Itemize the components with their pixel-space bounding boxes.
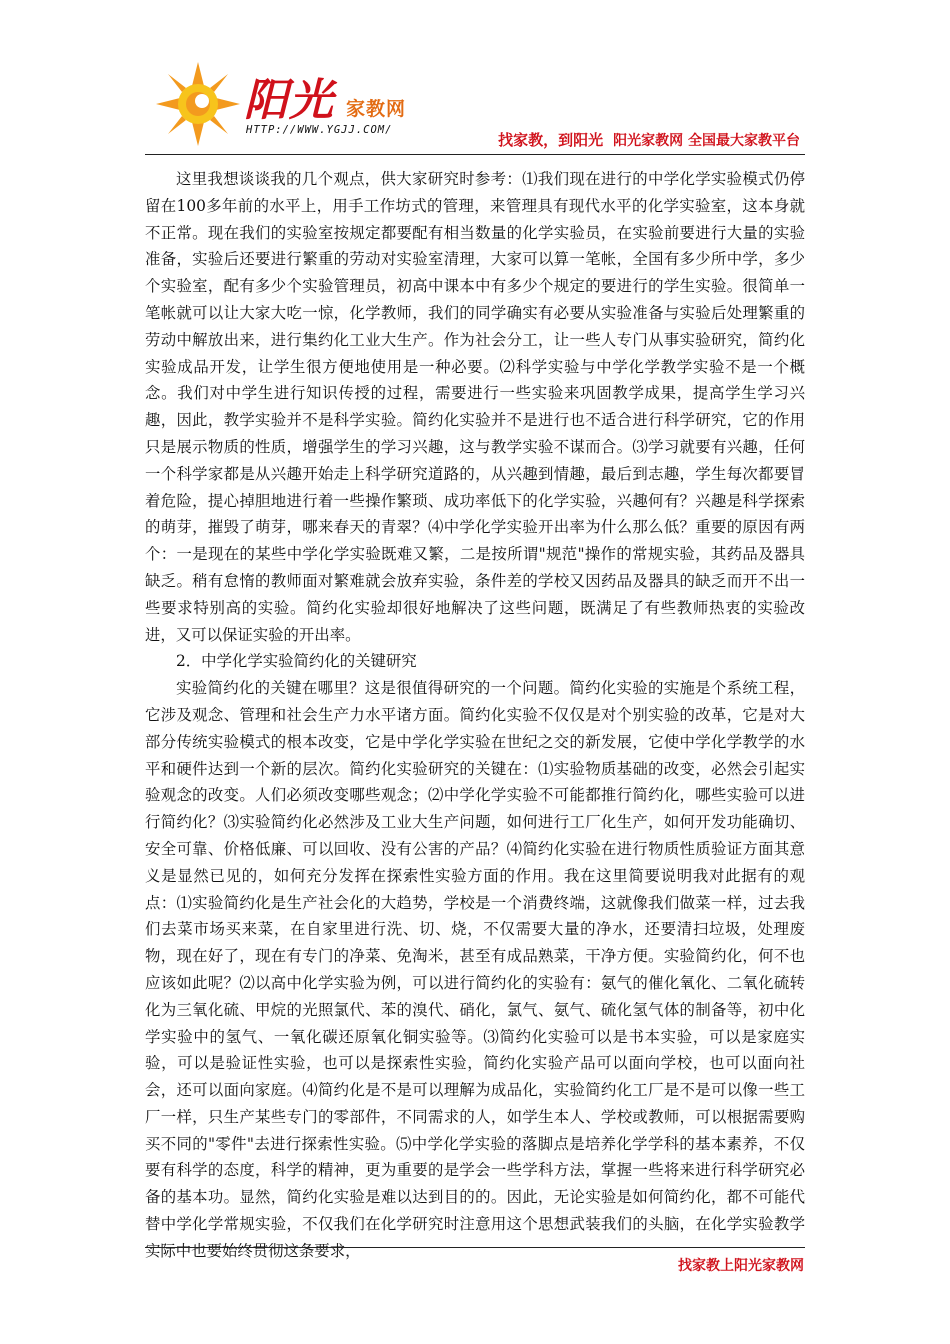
slogan-right: 阳光家教网 全国最大家教平台: [613, 133, 800, 149]
footer-divider: [145, 1247, 805, 1248]
logo-title: 阳光: [244, 75, 334, 126]
logo-url: HTTP://WWW.YGJJ.COM/: [246, 124, 393, 136]
paragraph: 这里我想谈谈我的几个观点，供大家研究时参考：⑴我们现在进行的中学化学实验模式仍停留在100多年前的水平上，用手工作坊式的管理，来管理具有现代水平的化学实验室，这本身就不正常。现在我们的实验室按规定都要配有相当数量的化学实验员，在实验前要进行大量的实验准备，实验后还要进行繁重的劳动对实验室清理，大家可以算一笔帐，全国有多少所中学，多少个实验室，配有多少个实验管理员，初高中课本中有多少个规定的要进行的学生实验。很简单一笔帐就可以让大家大吃一惊，化学教师，我们的同学确实有必要从实验准备与实验后处理繁重的劳动中解放出来，进行集约化工业大生产。作为社会分工，让一些人专门从事实验研究，简约化实验成品开发，让学生很方便地使用是一种必要。⑵科学实验与中学化学教学实验不是一个概念。我们对中学生进行知识传授的过程，需要进行一些实验来巩固教学成果，提高学生学习兴趣，因此，教学实验并不是科学实验。简约化实验并不是进行也不适合进行科学研究，它的作用只是展示物质的性质，增强学生的学习兴趣，这与教学实验不谋而合。⑶学习就要有兴趣，任何一个科学家都是从兴趣开始走上科学研究道路的，从兴趣到情趣，最后到志趣，学生每次都要冒着危险，提心掉胆地进行着一些操作繁琐、成功率低下的化学实验，兴趣何有？兴趣是科学探索的萌芽，摧毁了萌芽，哪来春天的青翠？⑷中学化学实验开出率为什么那么低？重要的原因有两个：一是现在的某些中学化学实验既难又繁，二是按所谓"规范"操作的常规实验，其药品及器具缺乏。稍有怠惰的教师面对繁难就会放弃实验，条件差的学校又因药品及器具的缺乏而开不出一些要求特别高的实验。简约化实验却很好地解决了这些问题，既满足了有些教师热衷的实验改进，又可以保证实验的开出率。: [145, 170, 805, 644]
site-logo[interactable]: [150, 56, 450, 146]
header-slogan: [498, 129, 800, 150]
footer-link[interactable]: 找家教上阳光家教网: [678, 1258, 804, 1274]
paragraph: 实验简约化的关键在哪里？这是很值得研究的一个问题。简约化实验的实施是个系统工程，它涉及观念、管理和社会生产力水平诸方面。简约化实验不仅仅是对个别实验的改革，它是对大部分传统实验模式的根本改变，它是中学化学实验在世纪之交的新发展，它使中学化学教学的水平和硬件达到一个新的层次。简约化实验研究的关键在：⑴实验物质基础的改变，必然会引起实验观念的改变。人们必须改变哪些观念；⑵中学化学实验不可能都推行简约化，哪些实验可以进行简约化？⑶实验简约化必然涉及工业大生产问题，如何进行工厂化生产，如何开发功能确切、安全可靠、价格低廉、可以回收、没有公害的产品？⑷简约化实验在进行物质性质验证方面其意义是显然已见的，如何充分发挥在探索性实验方面的作用。我在这里简要说明我对此据有的观点：⑴实验简约化是生产社会化的大趋势，学校是一个消费终端，这就像我们做菜一样，过去我们去菜市场买来菜，在自家里进行洗、切、烧，不仅需要大量的净水，还要清扫垃圾，处理废物，现在好了，现在有专门的净菜、免淘米，甚至有成品熟菜，干净方便。实验简约化，何不也应该如此呢？⑵以高中化学实验为例，可以进行简约化的实验有：氨气的催化氧化、二氧化硫转化为三氧化硫、甲烷的光照氯代、苯的溴代、硝化，氯气、氨气、硫化氢气体的制备等，初中化学实验中的氢气、一氧化碳还原氧化铜实验等。⑶简约化实验可以是书本实验，可以是家庭实验，可以是验证性实验，也可以是探索性实验，简约化实验产品可以面向学校，也可以面向社会，还可以面向家庭。⑷简约化是不是可以理解为成品化，实验简约化工厂是不是可以像一些工厂一样，只生产某些专门的零部件，不同需求的人，如学生本人、学校或教师，可以根据需要购买不同的"零件"去进行探索性实验。⑸中学化学实验的落脚点是培养化学学科的基本素养，不仅要有科学的态度，科学的精神，更为重要的是学会一些学科方法，掌握一些将来进行科学研究必备的基本功。显然，简约化实验是难以达到目的的。因此，无论实验是如何简约化，都不可能代替中学化学常规实验，不仅我们在化学研究时注意用这个思想武装我们的头脑，在化学实验教学实际中也要始终贯彻这条要求，: [145, 679, 805, 1260]
slogan-left: 找家教，到阳光: [498, 131, 604, 149]
header-divider: [145, 154, 805, 155]
sun-logo-icon: [150, 56, 246, 152]
logo-subtitle: 家教网: [346, 98, 407, 120]
article-body: [145, 166, 805, 1265]
section-heading: 2．中学化学实验简约化的关键研究: [176, 652, 417, 671]
